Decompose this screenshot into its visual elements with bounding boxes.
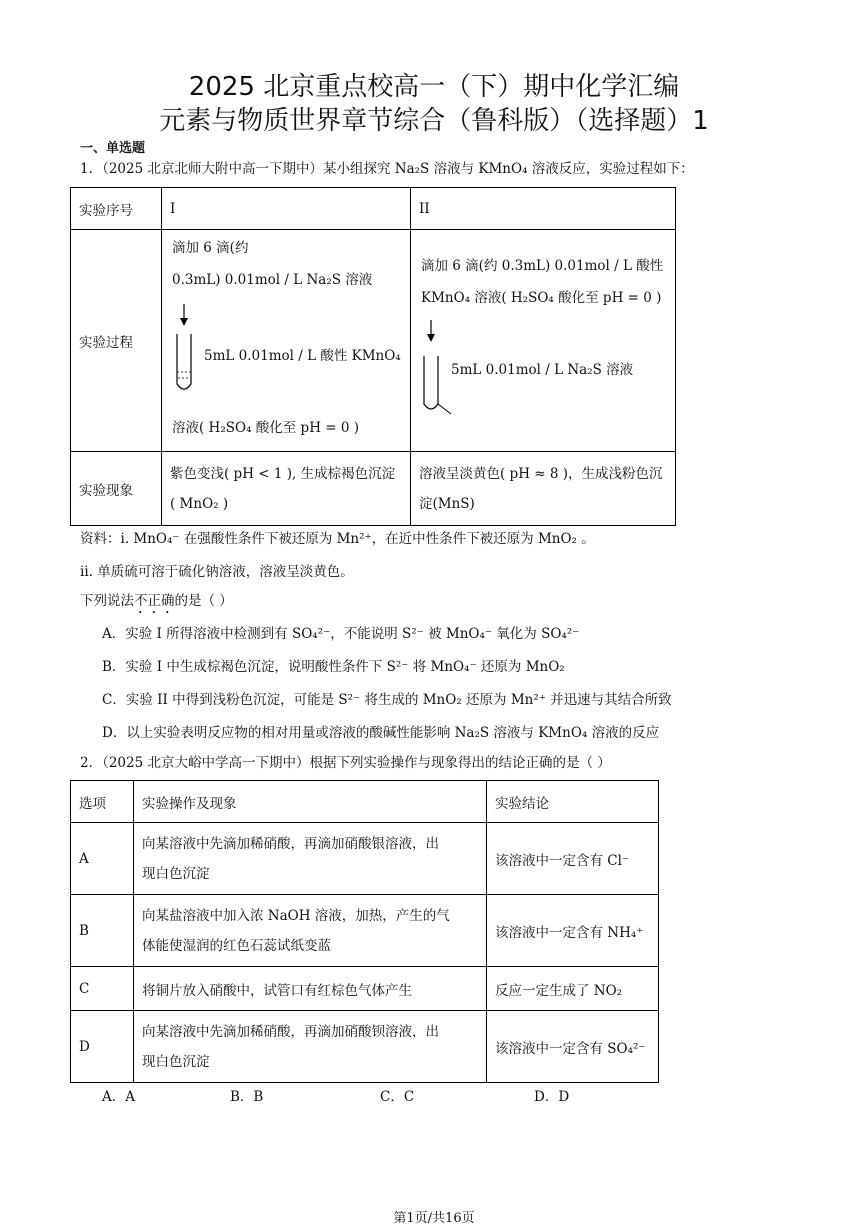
prompt-pre: 下列说法 [80, 593, 134, 609]
option-b[interactable]: B．实验 I 中生成棕褐色沉淀，说明酸性条件下 S²⁻ 将 MnO₄⁻ 还原为 MnO₂ [102, 659, 565, 675]
table-row [71, 1011, 659, 1083]
row-option: D [71, 1011, 134, 1083]
prompt-post: 的是（ ） [174, 593, 233, 609]
proc-ii-text-1: 滴加 6 滴(约 0.3mL) 0.01mol / L 酸性 [421, 258, 664, 274]
option-c[interactable]: C．实验 II 中得到浅粉色沉淀，可能是 S²⁻ 将生成的 MnO₂ 还原为 Mn²⁺ 并迅速与其结合所致 [102, 692, 672, 708]
obs-i-line-2: ( MnO₂ ) [170, 495, 229, 512]
observation-exp-i [162, 452, 411, 526]
reference-note-1: 资料：i. MnO₄⁻ 在强酸性条件下被还原为 Mn²⁺，在近中性条件下被还原为 MnO₂ 。 [80, 531, 595, 547]
proc-i-text-4: 溶液( H₂SO₄ 酸化至 pH = 0 ) [172, 420, 360, 436]
question-1-prompt [80, 589, 233, 617]
option-a[interactable]: A．实验 I 所得溶液中检测到有 SO₄²⁻，不能说明 S²⁻ 被 MnO₄⁻ 氧化为 SO₄²⁻ [102, 626, 580, 642]
header-conclusion: 实验结论 [487, 781, 659, 823]
header-option: 选项 [71, 781, 134, 823]
row-conclusion: 反应一定生成了 NO₂ [487, 967, 659, 1011]
conclusion-table [70, 780, 659, 1083]
row-option: B [71, 895, 134, 967]
prompt-emphasis: 不正确 [134, 593, 175, 609]
observation-label: 实验现象 [71, 452, 162, 526]
reference-note-2: ii. 单质硫可溶于硫化钠溶液，溶液呈淡黄色。 [80, 564, 354, 580]
proc-i-text-3: 5mL 0.01mol / L 酸性 KMnO₄ [204, 348, 401, 364]
answer-a[interactable]: A．A [102, 1089, 135, 1105]
operation-line: 现白色沉淀 [142, 865, 210, 882]
obs-ii-line-2: 淀(MnS) [419, 495, 475, 512]
process-label: 实验过程 [71, 230, 162, 452]
header-operation: 实验操作及现象 [134, 781, 487, 823]
proc-i-text-2: 0.3mL) 0.01mol / L Na₂S 溶液 [172, 272, 373, 288]
doc-title-line2: 元素与物质世界章节综合（鲁科版）（选择题）1 [159, 106, 709, 136]
row-conclusion: 该溶液中一定含有 SO₄²⁻ [487, 1011, 659, 1083]
process-exp-i [162, 230, 411, 452]
proc-ii-text-3: 5mL 0.01mol / L Na₂S 溶液 [451, 362, 634, 378]
test-tube-diagram-i [168, 302, 208, 397]
operation-line: 体能使湿润的红色石蕊试纸变蓝 [142, 937, 331, 954]
operation-line: 向某盐溶液中加入浓 NaOH 溶液，加热，产生的气 [142, 907, 450, 924]
table-row [71, 895, 659, 967]
operation-line: 现白色沉淀 [142, 1053, 210, 1070]
answer-b[interactable]: B．B [230, 1089, 264, 1105]
operation-line: 向某溶液中先滴加稀硝酸，再滴加硝酸银溶液，出 [142, 835, 439, 852]
proc-ii-text-2: KMnO₄ 溶液( H₂SO₄ 酸化至 pH = 0 ) [421, 290, 662, 306]
question-1-stem: 1．（2025 北京北师大附中高一下期中）某小组探究 Na₂S 溶液与 KMnO₄ 溶液反应，实验过程如下： [80, 161, 694, 177]
table-row [71, 967, 659, 1011]
process-exp-ii [411, 230, 676, 452]
section-heading: 一、单选题 [80, 141, 146, 156]
header-exp-i: I [162, 188, 411, 230]
header-label: 实验序号 [71, 188, 162, 230]
header-exp-ii: II [411, 188, 676, 230]
observation-exp-ii [411, 452, 676, 526]
proc-i-text-1: 滴加 6 滴(约 [172, 240, 249, 256]
answer-d[interactable]: D．D [534, 1089, 570, 1105]
row-operation [134, 895, 487, 967]
obs-ii-line-1: 溶液呈淡黄色( pH ≈ 8 )，生成浅粉色沉 [419, 465, 663, 482]
row-operation [134, 823, 487, 895]
obs-i-line-1: 紫色变浅( pH < 1 ), 生成棕褐色沉淀 [170, 465, 396, 482]
operation-line: 向某溶液中先滴加稀硝酸，再滴加硝酸钡溶液，出 [142, 1023, 439, 1040]
row-operation [134, 967, 487, 1011]
answer-c[interactable]: C．C [380, 1089, 415, 1105]
experiment-table [70, 187, 676, 526]
row-operation [134, 1011, 487, 1083]
operation-line: 将铜片放入硝酸中，试管口有红棕色气体产生 [142, 982, 412, 999]
option-d[interactable]: D．以上实验表明反应物的相对用量或溶液的酸碱性能影响 Na₂S 溶液与 KMnO₄ 溶液的反应 [102, 725, 660, 741]
table-row [71, 823, 659, 895]
doc-title-line1: 2025 北京重点校高一（下）期中化学汇编 [188, 72, 680, 102]
row-option: C [71, 967, 134, 1011]
row-conclusion: 该溶液中一定含有 Cl⁻ [487, 823, 659, 895]
row-option: A [71, 823, 134, 895]
question-2-stem: 2．（2025 北京大峪中学高一下期中）根据下列实验操作与现象得出的结论正确的是（ ） [80, 755, 611, 771]
row-conclusion: 该溶液中一定含有 NH₄⁺ [487, 895, 659, 967]
page-footer: 第1页/共16页 [393, 1211, 475, 1226]
